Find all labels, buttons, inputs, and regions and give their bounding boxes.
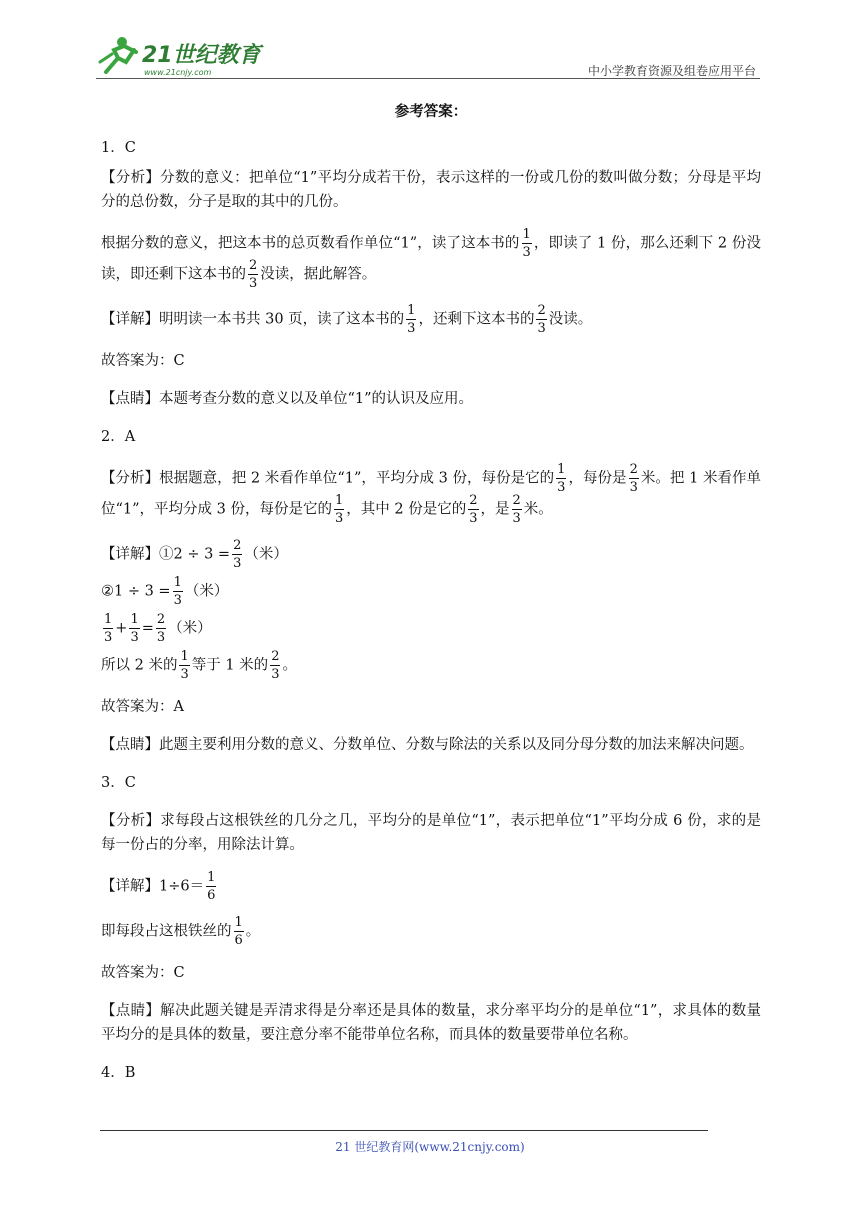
q2-detail-1 <box>101 539 761 570</box>
q3-detail <box>101 871 761 902</box>
text: ，是 <box>480 501 510 518</box>
q2-analysis <box>101 463 761 525</box>
q2-answer: 2．A <box>101 429 136 445</box>
text: 根据分数的意义，把这本书的总页数看作单位“1”，读了这本书的 <box>101 235 520 252</box>
text: 没读。 <box>548 311 593 328</box>
page-title: 参考答案： <box>394 103 468 120</box>
equals-sign: = <box>141 620 154 637</box>
fraction-2-3: $\frac{2}{3}$ <box>469 493 478 526</box>
logo-url: www.21cnjy.com <box>144 68 212 77</box>
q1-analysis-2 <box>101 228 761 290</box>
text: ，即读了 1 份，那么还剩下 2 份没读，即还剩下这本书的 <box>101 235 761 283</box>
unit: （米） <box>168 620 212 637</box>
text: 【分析】根据题意，把 2 米看作单位“1”，平均分成 3 份，每份是它的 <box>101 470 555 487</box>
text: 等于 1 米的 <box>191 657 269 674</box>
text: 【详解】①2 ÷ 3 = <box>101 546 231 563</box>
fraction-2-3: $\frac{2}{3}$ <box>249 258 258 291</box>
footer-link[interactable]: 21 世纪教育网(www.21cnjy.com) <box>335 1140 525 1154</box>
runner-icon <box>100 37 136 72</box>
unit: （米） <box>184 583 229 600</box>
q4-answer: 4．B <box>101 1065 136 1081</box>
q2-result: 故答案为：A <box>101 699 184 715</box>
unit: （米） <box>244 546 288 563</box>
platform-name: 中小学教育资源及组卷应用平台 <box>587 64 756 78</box>
fraction-1-3: $\frac{1}{3}$ <box>104 612 113 645</box>
answer-content <box>101 100 761 1099</box>
q3-conclusion <box>101 916 761 947</box>
text: 所以 2 米的 <box>101 657 178 674</box>
fraction-1-3: $\frac{1}{3}$ <box>180 649 189 682</box>
fraction-1-3: $\frac{1}{3}$ <box>335 493 344 526</box>
q3-comment: 【点睛】解决此题关键是弄清求得是分率还是具体的数量，求分率平均分的是单位“1”，求具体的数量平均分的是具体的数量，要注意分率不能带单位名称，而具体的数量要带单位名称。 <box>101 1003 761 1043</box>
fraction-1-3: $\frac{1}{3}$ <box>130 612 139 645</box>
q1-analysis: 【分析】分数的意义：把单位“1”平均分成若干份，表示这样的一份或几份的数叫做分数；分母是平均分的总份数，分子是取的其中的几份。 <box>101 170 761 210</box>
text: 即每段占这根铁丝的 <box>101 923 232 940</box>
site-logo <box>96 32 266 80</box>
fraction-2-3: $\frac{2}{3}$ <box>629 462 638 495</box>
text: 米。 <box>523 501 553 518</box>
q1-detail <box>101 304 761 335</box>
q2-comment: 【点睛】此题主要利用分数的意义、分数单位、分数与除法的关系以及同分母分数的加法来解决问题。 <box>101 737 754 753</box>
fraction-2-3: $\frac{2}{3}$ <box>512 493 521 526</box>
text: 【详解】1÷6＝ <box>101 878 205 895</box>
plus-sign: + <box>115 620 128 637</box>
q2-detail-3 <box>101 613 761 644</box>
text: 。 <box>282 657 297 674</box>
q2-detail-2 <box>101 576 761 607</box>
text: 米。把 1 米看作单位“1”，平均分成 3 份，每份是它的 <box>101 470 762 518</box>
text: ②1 ÷ 3 = <box>101 583 171 600</box>
text: 没读，据此解答。 <box>260 266 377 283</box>
text: ，还剩下这本书的 <box>418 311 535 328</box>
text: ，每份是 <box>568 470 627 487</box>
fraction-1-3: $\frac{1}{3}$ <box>173 575 182 608</box>
footer-divider <box>100 1130 708 1131</box>
q2-conclusion <box>101 650 761 681</box>
logo-text: 21世纪教育 <box>142 43 261 68</box>
q1-answer: 1．C <box>101 140 136 156</box>
fraction-1-6: $\frac{1}{6}$ <box>207 870 216 903</box>
fraction-2-3: $\frac{2}{3}$ <box>233 538 242 571</box>
fraction-1-3: $\frac{1}{3}$ <box>407 303 416 336</box>
fraction-1-3: $\frac{1}{3}$ <box>557 462 566 495</box>
fraction-2-3: $\frac{2}{3}$ <box>537 303 546 336</box>
fraction-2-3: $\frac{2}{3}$ <box>271 649 280 682</box>
q3-result: 故答案为：C <box>101 965 185 981</box>
q3-answer: 3．C <box>101 775 136 791</box>
text: 。 <box>245 923 261 940</box>
fraction-2-3: $\frac{2}{3}$ <box>156 612 166 645</box>
q1-comment: 【点睛】本题考查分数的意义以及单位“1”的认识及应用。 <box>101 391 474 407</box>
q3-analysis: 【分析】求每段占这根铁丝的几分之几，平均分的是单位“1”，表示把单位“1”平均分成 6 份，求的是每一份占的分率，用除法计算。 <box>101 813 761 853</box>
page-header <box>0 0 860 84</box>
header-divider <box>96 78 760 79</box>
text: ，其中 2 份是它的 <box>346 501 467 518</box>
fraction-1-3: $\frac{1}{3}$ <box>522 227 531 260</box>
q1-result: 故答案为：C <box>101 353 185 369</box>
fraction-1-6: $\frac{1}{6}$ <box>234 915 243 948</box>
text: 【详解】明明读一本书共 30 页，读了这本书的 <box>101 311 405 328</box>
